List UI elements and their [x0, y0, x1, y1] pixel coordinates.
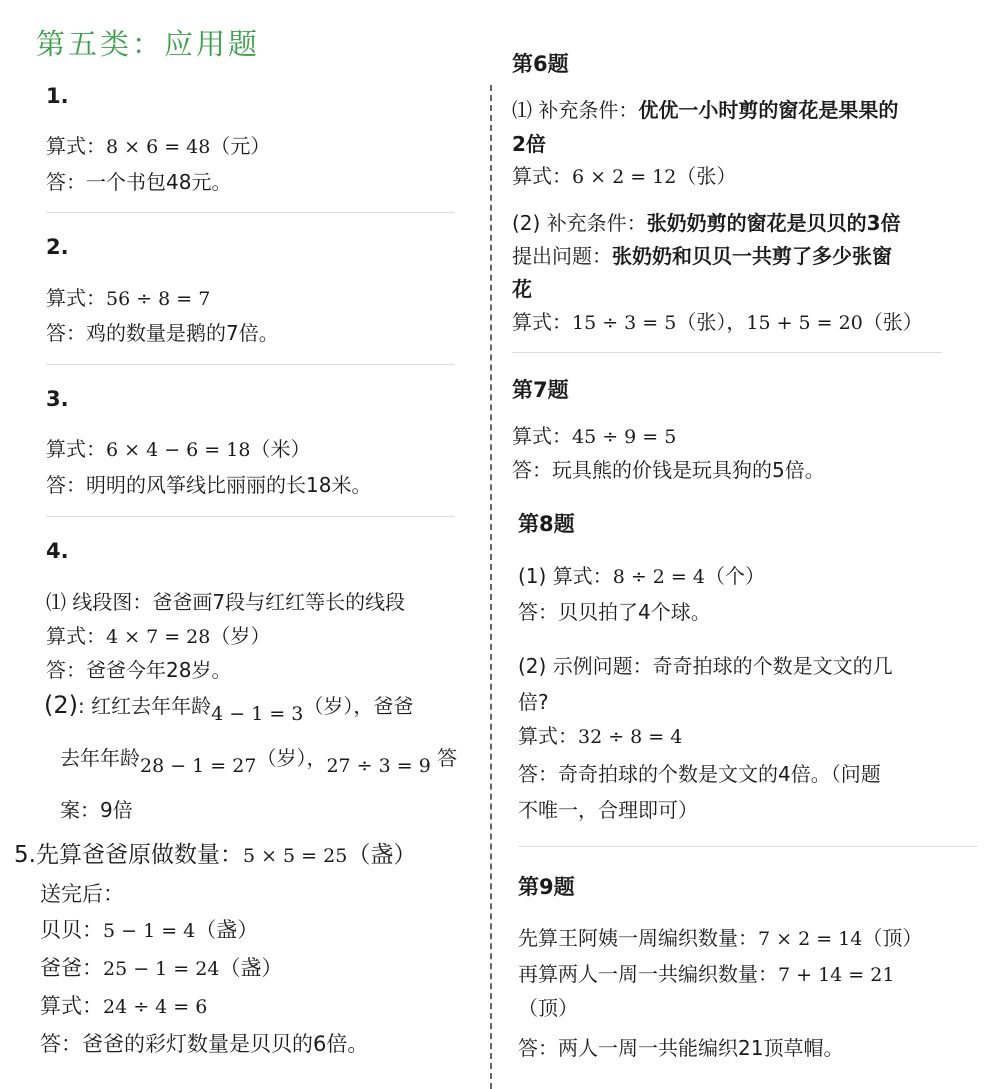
q2-formula: 算式：56 ÷ 8 = 7 — [46, 286, 211, 310]
q5-line1: 5.先算爸爸原做数量：5 × 5 = 25（盏） — [14, 842, 417, 868]
q1-formula: 算式：8 × 6 = 48（元） — [46, 134, 271, 158]
question-2-number: 2. — [46, 235, 69, 259]
q6-part2-line3: 花 — [512, 277, 532, 301]
q4-part2-line1: (2): 红红去年年龄4 − 1 = 3（岁），爸爸 — [44, 691, 414, 725]
question-9-heading: 第9题 — [518, 875, 575, 899]
q8-part2-line1: (2) 示例问题：奇奇拍球的个数是文文的几 — [518, 654, 893, 678]
question-7-heading: 第7题 — [512, 378, 569, 402]
q7-formula: 算式：45 ÷ 9 = 5 — [512, 424, 677, 448]
q5-line5: 算式：24 ÷ 4 = 6 — [40, 994, 208, 1018]
q8-part1-formula: (1) 算式：8 ÷ 2 = 4（个） — [518, 564, 765, 588]
q5-line4: 爸爸：25 − 1 = 24（盏） — [40, 956, 283, 980]
divider — [518, 846, 978, 847]
divider — [46, 212, 454, 213]
q8-part2-answer-line2: 不唯一，合理即可） — [518, 798, 698, 822]
q4-part2-line3: 案：9倍 — [60, 798, 133, 822]
q5-line2: 送完后： — [40, 882, 124, 906]
q3-answer: 答：明明的风筝线比丽丽的长18米。 — [46, 473, 372, 497]
q4-part2-line2: 去年年龄28 − 1 = 27（岁），27 ÷ 3 = 9 答 — [60, 746, 458, 777]
q9-answer: 答：两人一周一共能编织21顶草帽。 — [518, 1036, 844, 1060]
q6-part2-line2: 提出问题：张奶奶和贝贝一共剪了多少张窗 — [512, 244, 892, 268]
q4-formula: 算式：4 × 7 = 28（岁） — [46, 624, 271, 648]
q9-line3: （顶） — [518, 996, 578, 1020]
q8-part2-answer-line1: 答：奇奇拍球的个数是文文的4倍。（问题 — [518, 762, 881, 786]
question-1-number: 1. — [46, 84, 69, 108]
page-title: 第五类：应用题 — [36, 27, 261, 61]
q6-part2-formula: 算式：15 ÷ 3 = 5（张），15 + 5 = 20（张） — [512, 310, 923, 334]
q7-answer: 答：玩具熊的价钱是玩具狗的5倍。 — [512, 458, 825, 482]
q2-answer: 答：鸡的数量是鹅的7倍。 — [46, 321, 279, 345]
divider — [46, 364, 454, 365]
question-4-number: 4. — [46, 539, 69, 563]
q5-answer: 答：爸爸的彩灯数量是贝贝的6倍。 — [40, 1032, 369, 1056]
q6-part2-line1: (2) 补充条件：张奶奶剪的窗花是贝贝的3倍 — [512, 211, 901, 235]
q8-part1-answer: 答：贝贝拍了4个球。 — [518, 600, 711, 624]
question-3-number: 3. — [46, 387, 69, 411]
divider — [512, 352, 942, 353]
q6-part1-line2: 2倍 — [512, 132, 546, 156]
question-6-heading: 第6题 — [512, 52, 569, 76]
q6-part1-formula: 算式：6 × 2 = 12（张） — [512, 164, 737, 188]
column-divider — [490, 85, 492, 1089]
q9-line1: 先算王阿姨一周编织数量：7 × 2 = 14（顶） — [518, 926, 923, 950]
q5-line3: 贝贝：5 − 1 = 4（盏） — [40, 918, 259, 942]
q8-part2-formula: 算式：32 ÷ 8 = 4 — [518, 724, 683, 748]
q3-formula: 算式：6 × 4 − 6 = 18（米） — [46, 437, 311, 461]
q8-part2-line2: 倍? — [518, 690, 549, 714]
question-8-heading: 第8题 — [518, 512, 575, 536]
q9-line2: 再算两人一周一共编织数量：7 + 14 = 21 — [518, 962, 895, 986]
q4-part1: ⑴ 线段图：爸爸画7段与红红等长的线段 — [46, 590, 406, 614]
divider — [46, 516, 454, 517]
q4-answer: 答：爸爸今年28岁。 — [46, 658, 232, 682]
q1-answer: 答：一个书包48元。 — [46, 170, 232, 194]
q6-part1-line1: ⑴ 补充条件：优优一小时剪的窗花是果果的 — [512, 98, 899, 122]
